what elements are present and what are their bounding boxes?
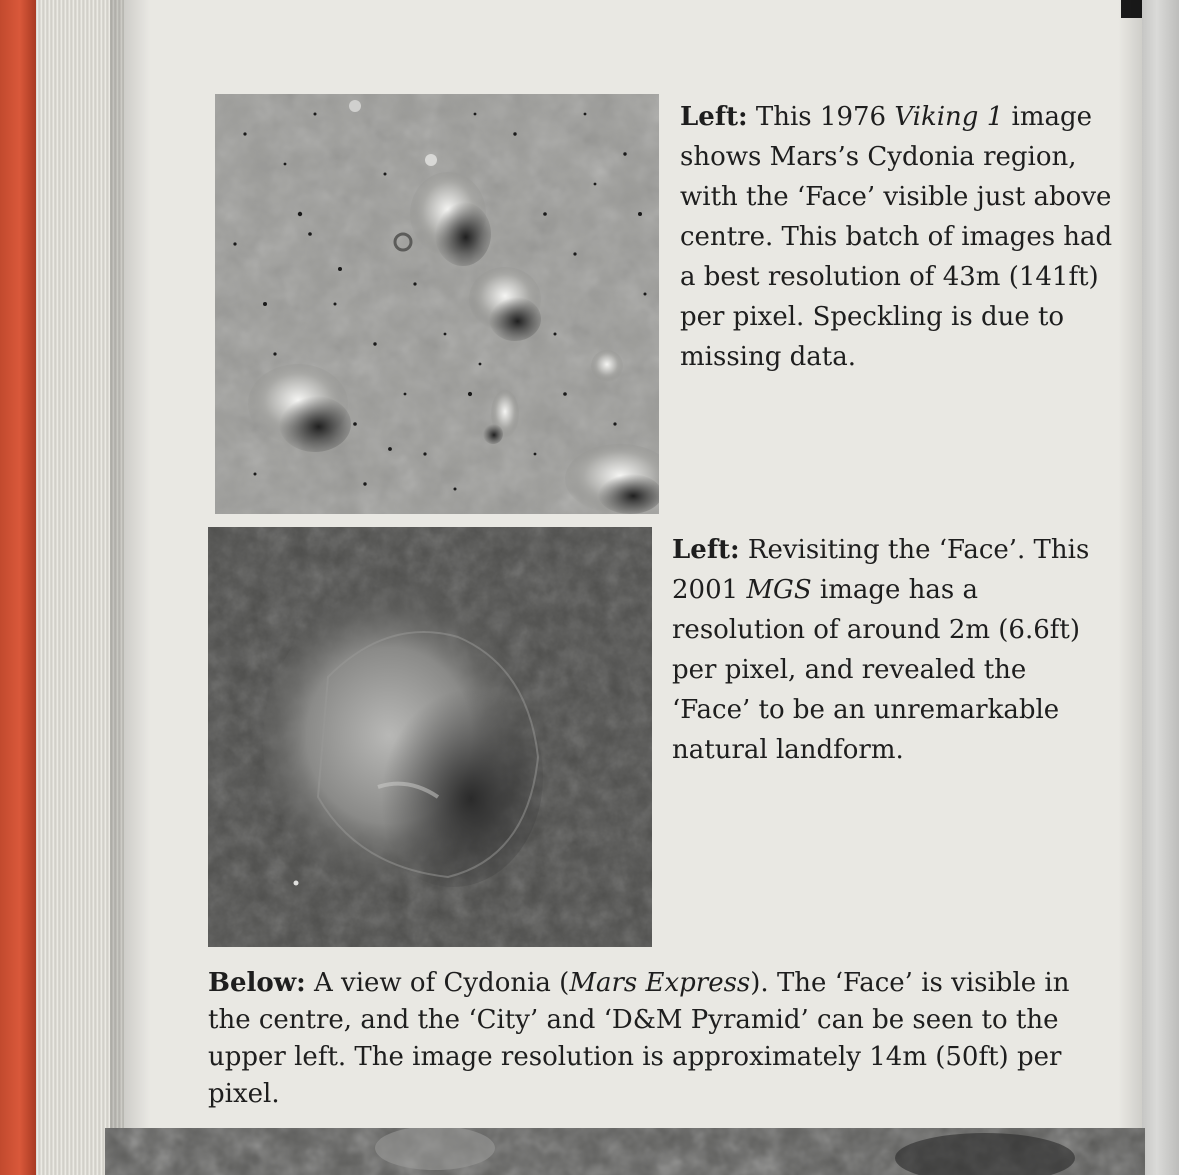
caption-text: image shows Mars’s Cydonia region, with the ‘Face’ visible just above centre. This batch of images had a best resolution of 43m (141ft) per pixel. Speckling is due to missing data. [680,102,1113,372]
mars-express-photo [105,1128,1145,1175]
caption-text: image has a resolution of around 2m (6.6ft) per pixel, and revealed the ‘Face’ to be an unremarkable natural landform. [672,575,1080,765]
viking-cydonia-photo [215,94,659,514]
next-page-edge [1142,0,1179,1175]
caption-italic: Mars Express [569,968,751,998]
caption-italic: MGS [746,575,812,605]
page-shadow [110,0,150,1175]
spine-gutter [1118,0,1144,1175]
caption-text: Revisiting the ‘Face’. This 2001 [672,535,1090,605]
caption-text: A view of Cydonia ( [305,968,570,998]
caption-label: Left: [680,102,748,132]
viking-caption [680,97,1120,377]
caption-label: Left: [672,535,740,565]
book-cover-edge [0,0,36,1175]
mars-express-caption [208,965,1088,1113]
mgs-face-photo [208,527,652,947]
mgs-caption [672,530,1112,770]
caption-text: ). The ‘Face’ is visible in the centre, and the ‘City’ and ‘D&M Pyramid’ can be seen to the upper left. The image resolution is approximately 14m (50ft) per pixel. [208,968,1070,1109]
caption-label: Below: [208,968,306,998]
caption-text: This 1976 [747,102,895,132]
caption-italic: Viking 1 [894,102,1004,132]
